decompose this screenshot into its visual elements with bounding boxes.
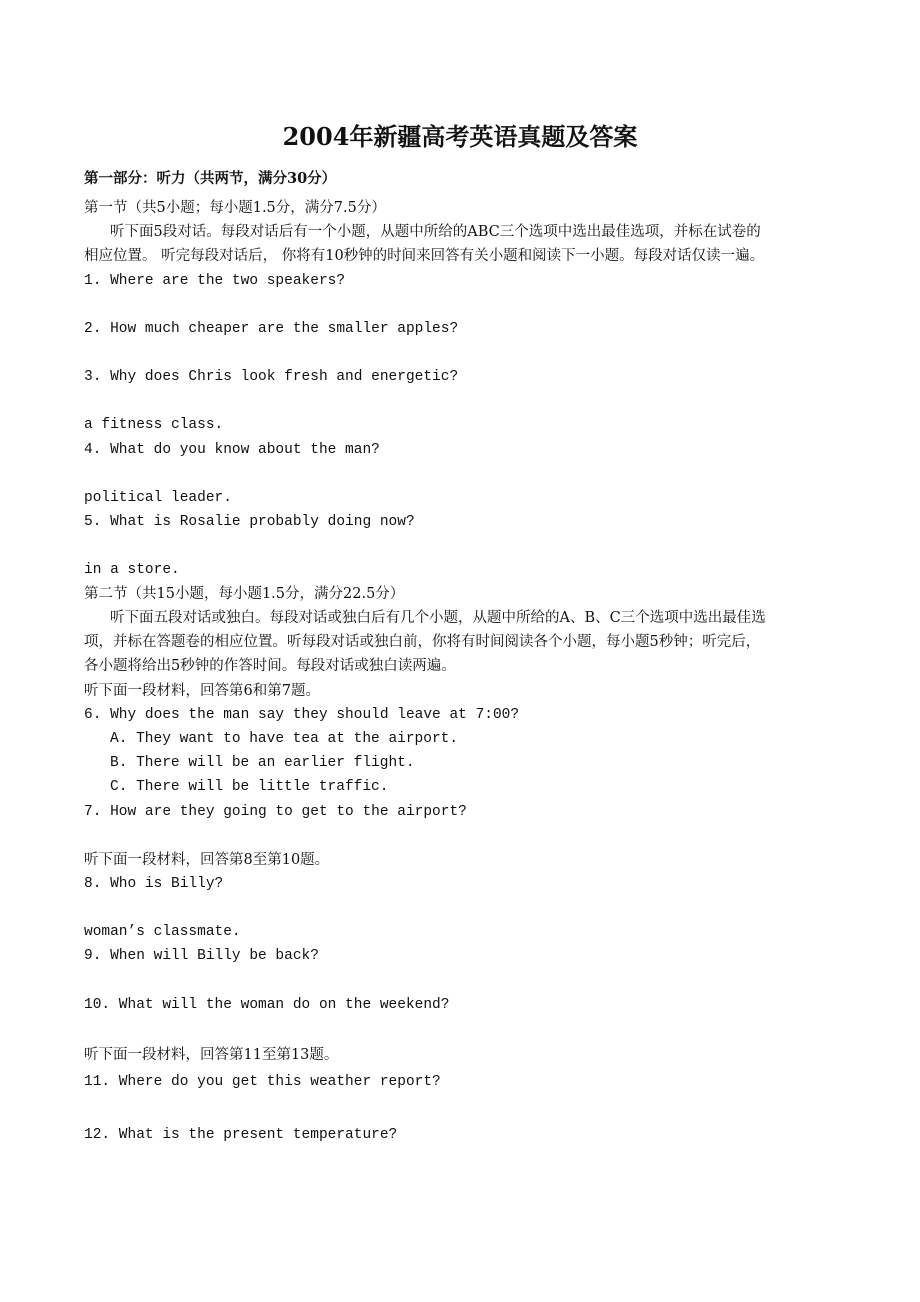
material-intro-3: 听下面一段材料，回答第11至第13题。: [84, 1047, 339, 1063]
question-8-stem: 8. Who is Billy?: [84, 876, 224, 892]
section-one-instructions-line1: 听下面5段对话。每段对话后有一个小题，从题中所给的ABC三个选项中选出最佳选项，并标在试卷的: [110, 224, 761, 240]
question-8-option-c-continued: woman’s classmate.: [84, 924, 241, 940]
question-3-stem: 3. Why does Chris look fresh and energetic?: [84, 369, 459, 385]
question-2-stem: 2. How much cheaper are the smaller apples?: [84, 321, 459, 337]
section-two-instructions-line3: 各小题将给出5秒钟的作答时间。每段对话或独白读两遍。: [84, 658, 456, 674]
question-11-stem: 11. Where do you get this weather report?: [84, 1074, 441, 1090]
question-7-stem: 7. How are they going to get to the airport?: [84, 804, 467, 820]
section-one-instructions-line2: 相应位置。 听完每段对话后， 你将有10秒钟的时间来回答有关小题和阅读下一小题。每段对话仅读一遍。: [84, 248, 765, 264]
question-6-option-a: A. They want to have tea at the airport.: [110, 731, 459, 747]
question-6-option-b: B. There will be an earlier flight.: [110, 755, 415, 771]
part-one-heading: 第一部分：听力（共两节，满分30分）: [84, 170, 337, 187]
question-6-stem: 6. Why does the man say they should leave at 7:00?: [84, 707, 520, 723]
question-3-option-c-continued: a fitness class.: [84, 417, 224, 433]
page-title: 2004年新疆高考英语真题及答案: [282, 122, 638, 151]
question-10-stem: 10. What will the woman do on the weekend?: [84, 997, 450, 1013]
section-two-instructions-line2: 项，并标在答题卷的相应位置。听每段对话或独白前，你将有时间阅读各个小题，每小题5秒钟；听完后，: [84, 634, 761, 650]
question-4-stem: 4. What do you know about the man?: [84, 442, 380, 458]
material-intro-1: 听下面一段材料，回答第6和第7题。: [84, 683, 320, 699]
question-12-stem: 12. What is the present temperature?: [84, 1127, 398, 1143]
question-9-stem: 9. When will Billy be back?: [84, 948, 319, 964]
question-5-option-c-continued: in a store.: [84, 562, 180, 578]
question-5-stem: 5. What is Rosalie probably doing now?: [84, 514, 415, 530]
section-two-heading: 第二节（共15小题，每小题1.5分，满分22.5分）: [84, 586, 405, 602]
question-6-option-c: C. There will be little traffic.: [110, 779, 389, 795]
section-two-instructions-line1: 听下面五段对话或独白。每段对话或独白后有几个小题，从题中所给的A、B、C三个选项中选出最佳选: [110, 610, 766, 626]
question-4-option-c-continued: political leader.: [84, 490, 232, 506]
question-1-stem: 1. Where are the two speakers?: [84, 273, 346, 289]
section-one-heading: 第一节（共5小题；每小题1.5分，满分7.5分）: [84, 200, 386, 216]
material-intro-2: 听下面一段材料，回答第8至第10题。: [84, 852, 330, 868]
